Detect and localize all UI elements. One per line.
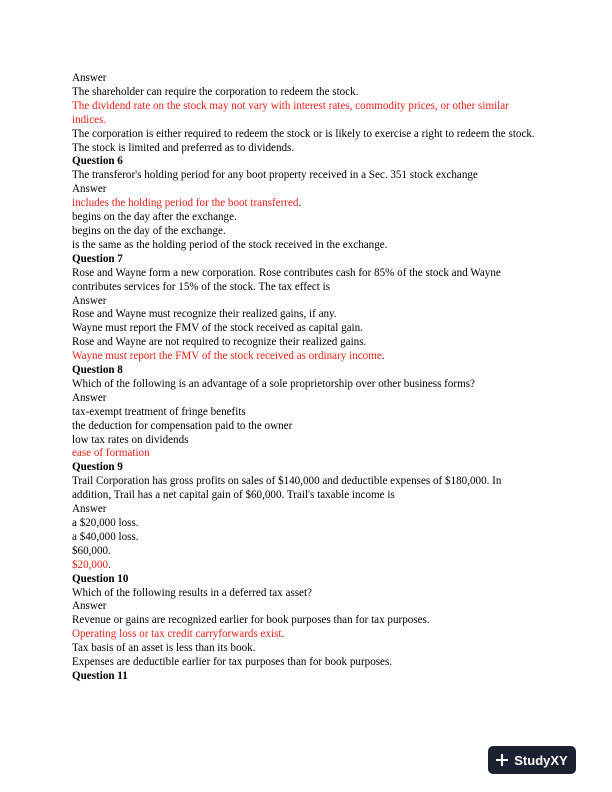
question-heading: Question 11: [72, 669, 128, 682]
answer-suffix: .: [108, 558, 111, 571]
answer-option: is the same as the holding period of the stock received in the exchange.: [72, 238, 388, 251]
correct-answer-option: [72, 350, 542, 364]
answer-option: a $40,000 loss.: [72, 530, 139, 543]
answer-label: Answer: [72, 600, 107, 613]
answer-option: low tax rates on dividends: [72, 433, 189, 446]
correct-answer-option: ease of formation: [72, 447, 150, 460]
answer-option: $60,000.: [72, 544, 111, 557]
correct-answer-option: The dividend rate on the stock may not vary with interest rates, commodity prices, or other similar indices.: [72, 99, 509, 126]
answer-option: The corporation is either required to redeem the stock or is likely to exercise a right to redeem the stock.: [72, 127, 535, 140]
question-text: The transferor's holding period for any boot property received in a Sec. 351 stock exchange: [72, 169, 478, 182]
studyxy-badge[interactable]: [488, 746, 576, 774]
answer-option: the deduction for compensation paid to the owner: [72, 419, 293, 432]
answer-option: begins on the day of the exchange.: [72, 224, 226, 237]
question-heading: Question 8: [72, 364, 123, 377]
question-heading: Question 9: [72, 461, 123, 474]
correct-answer-option: [72, 559, 542, 573]
question-text: Trail Corporation has gross profits on sales of $140,000 and deductible expenses of $180,000. In addition, Trail has a net capital gain of $60,000. Trail's taxable income is: [72, 475, 502, 502]
correct-answer-text: $20,000: [72, 558, 109, 571]
correct-answer-text: includes the holding period for the boot transferred: [72, 197, 299, 210]
correct-answer-option: [72, 628, 542, 642]
answer-suffix: .: [381, 350, 385, 363]
answer-option: Rose and Wayne must recognize their realized gains, if any.: [72, 308, 337, 321]
answer-label: Answer: [72, 503, 107, 516]
question-heading: Question 6: [72, 155, 123, 168]
answer-option: tax-exempt treatment of fringe benefits: [72, 405, 246, 418]
plus-icon: [496, 754, 508, 766]
answer-suffix: .: [298, 197, 302, 210]
answer-label: Answer: [72, 294, 107, 307]
document-body: [72, 72, 542, 684]
answer-label: Answer: [72, 183, 107, 196]
answer-option: Wayne must report the FMV of the stock received as capital gain.: [72, 322, 363, 335]
answer-option: The stock is limited and preferred as to dividends.: [72, 141, 295, 154]
question-heading: Question 10: [72, 572, 129, 585]
answer-option: Expenses are deductible earlier for tax purposes than for book purposes.: [72, 656, 393, 669]
question-heading: Question 7: [72, 252, 123, 265]
answer-option: Rose and Wayne are not required to recognize their realized gains.: [72, 336, 367, 349]
answer-label: Answer: [72, 72, 107, 84]
question-text: Rose and Wayne form a new corporation. Rose contributes cash for 85% of the stock and Wayne contributes services for 15% of the stock. The tax effect is: [72, 266, 501, 293]
answer-option: Tax basis of an asset is less than its book.: [72, 642, 256, 655]
badge-label: StudyXY: [514, 752, 568, 768]
question-text: Which of the following is an advantage of a sole proprietorship over other business forms?: [72, 377, 475, 390]
answer-label: Answer: [72, 391, 107, 404]
question-text: Which of the following results in a deferred tax asset?: [72, 586, 312, 599]
answer-option: Revenue or gains are recognized earlier for book purposes than for tax purposes.: [72, 614, 430, 627]
answer-suffix: .: [281, 628, 285, 641]
answer-option: begins on the day after the exchange.: [72, 211, 237, 224]
answer-option: a $20,000 loss.: [72, 517, 139, 529]
correct-answer-text: Wayne must report the FMV of the stock received as ordinary income: [72, 350, 382, 363]
answer-option: The shareholder can require the corporation to redeem the stock.: [72, 85, 359, 98]
correct-answer-text: Operating loss or tax credit carryforwards exist: [72, 628, 282, 641]
correct-answer-option: [72, 197, 542, 211]
